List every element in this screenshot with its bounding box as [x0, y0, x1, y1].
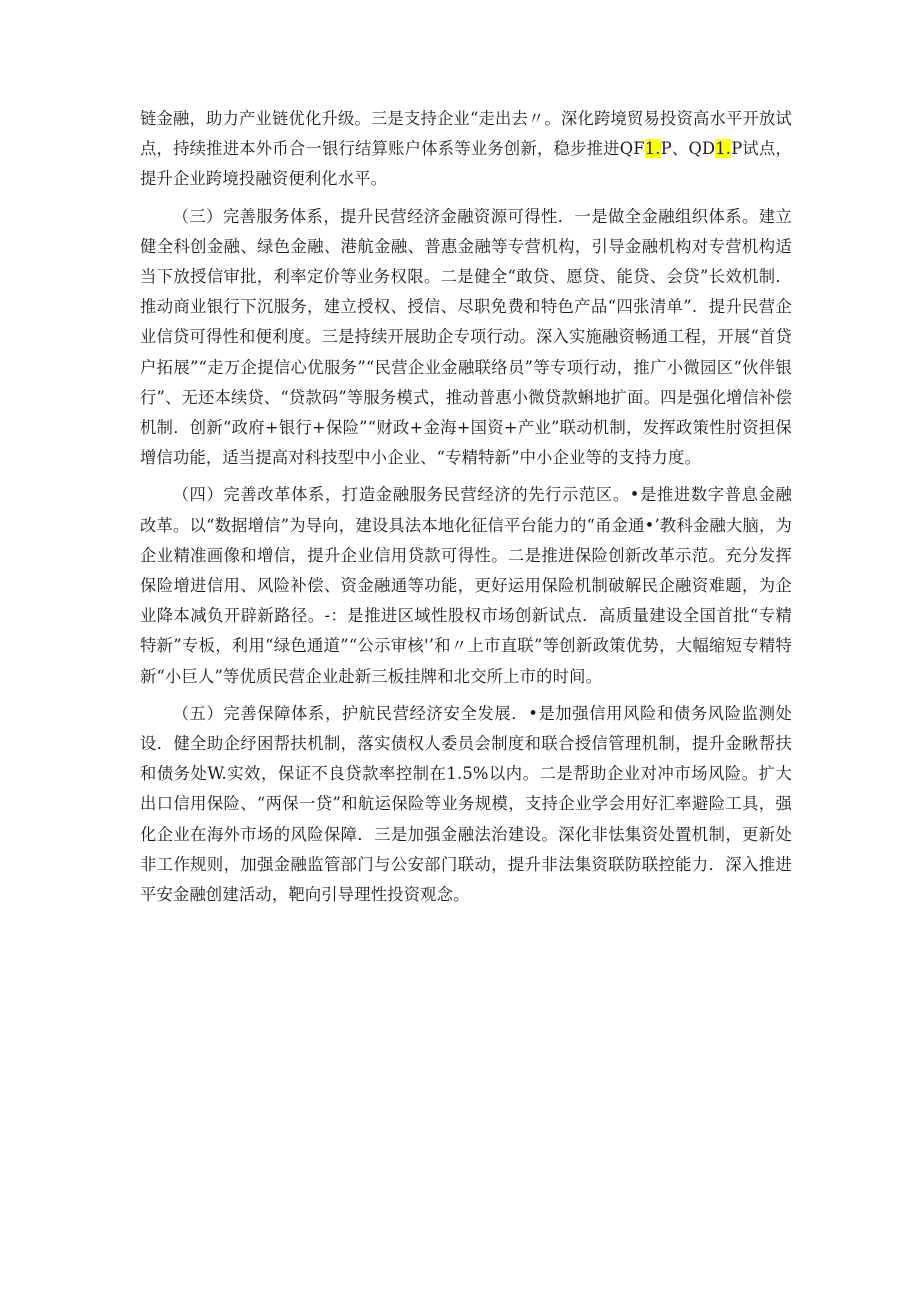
highlight-mark-2: 1.: [715, 139, 732, 159]
paragraph-reform-system: （四）完善改革体系，打造金融服务民营经济的先行示范区。•是推进数字普息金融改革。以“数据增信”为导向，建设具法本地化征信平台能力的“甬金通•’教科金融大脑，为企业精准画像和增信，提升企业信用贷款可得性。二是推进保险创新改革示范。充分发挥保险增进信用、风险补偿、资金融通等功能，更好运用保险机制破解民企融资难题，为企业降本减负开辟新路径。-：是推进区域性股权市场创新试点．高质量建设全国首批“专精特新”专板，利用“绿色通道”“公示审核'’和〃上市直联”等创新政策优势，大幅缩短专精特新“小巨人”等优质民营企业赴新三板挂牌和北交所上市的时间。: [140, 485, 792, 686]
paragraph-1-text-a: 链金融，助力产业链优化升级。三是支持企业“走出去〃。深化跨境贸易投资高水平开放试点，持续推进本外币合一银行结算账户体系等业务创新，稳步推进QF: [140, 109, 792, 159]
paragraph-1-text-c: P试点，提升企业跨境投融资便利化水平。: [140, 139, 792, 189]
paragraph-service-system: （三）完善服务体系，提升民营经济金融资源可得性．一是做全金融组织体系。建立健全科创金融、绿色金融、港航金融、普惠金融等专营机构，引导金融机构对专营机构适当下放授信审批，利率定价等业务权限。二是健全“敢贷、愿贷、能贷、会贷”长效机制．推动商业银行下沉服务，建立授权、授信、尽职免费和特色产品“四张清单”．提升民营企业信贷可得性和便利度。三是持续开展助企专项行动。深入实施融资畅通工程，开展“首贷户拓展”“走万企提信心优服务”“民营企业金融联络员”等专项行动，推广小微园区“伙伴银行”、无还本续贷、“贷款码”等服务模式，推动普惠小微贷款蝌地扩面。四是强化增信补偿机制．创新“政府+银行+保险”“财政+金海+国资+产业”联动机制，发挥政策性肘资担保增信功能，适当提高对科技型中小企业、“专精特新”中小企业等的支持力度。: [140, 206, 792, 468]
paragraph-safeguard-system: （五）完善保障体系，护航民营经济安全发展．•是加强信用风险和债务风险监测处设．健全助企纾困帮扶机制，落实债权人委员会制度和联合授信管理机制，提升金瞅帮扶和债务处W.实效，保证不良贷款率控制在1.5%以内。二是帮助企业对冲市场风险。扩大出口信用保险、“两保一贷”和航运保险等业务规模，支持企业学会用好汇率避险工具，强化企业在海外市场的风险保障．三是加强金融法治建设。深化非怯集资处置机制，更新处非工作规则，加强金融监管部门与公安部门联动，提升非法集资联防联控能力．深入推进平安金融创建活动，靶向引导理性投资观念。: [140, 703, 792, 905]
document-body: [140, 104, 792, 917]
paragraph-1: [140, 104, 792, 195]
highlight-mark-1: 1.: [644, 139, 661, 159]
paragraph-1-text-b: P、QD: [660, 139, 716, 159]
